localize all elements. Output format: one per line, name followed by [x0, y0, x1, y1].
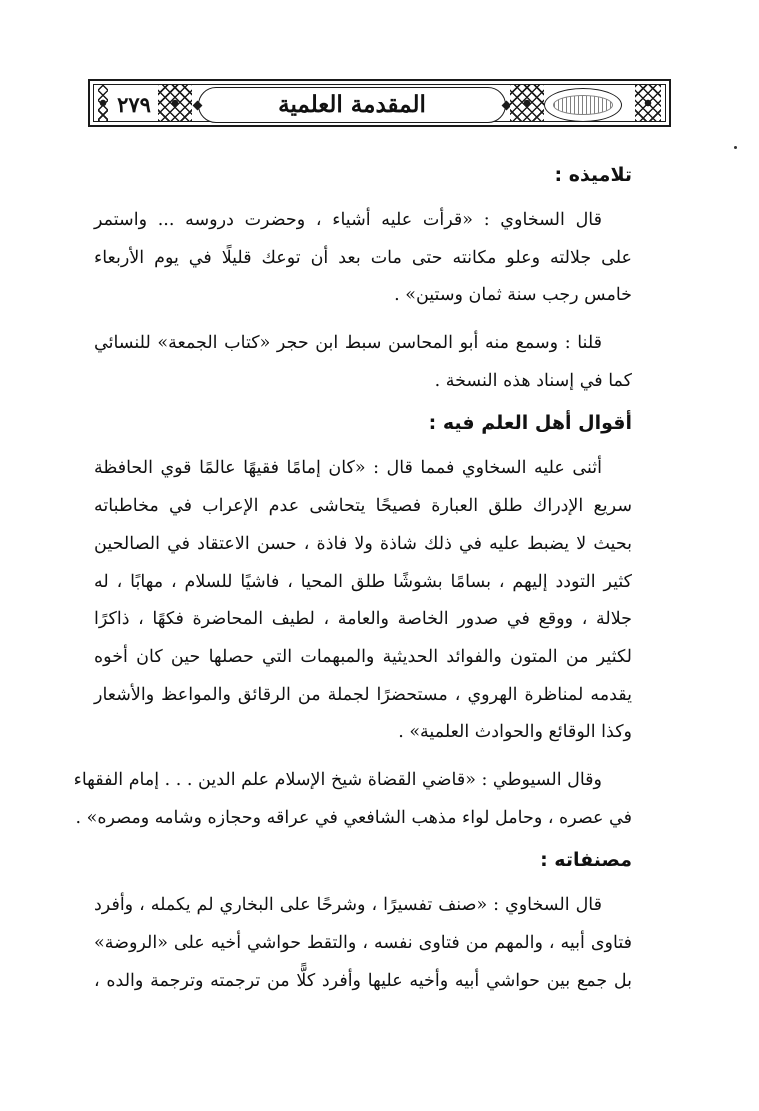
section-heading: أقوال أهل العلم فيه :: [428, 412, 632, 435]
ornament-band: [158, 85, 192, 121]
text-line: لكثير من المتون والفوائد الحديثية والمبهمات التي حصلها حين كان أخوه: [94, 646, 632, 667]
text-line: وقال السيوطي : «قاضي القضاة شيخ الإسلام علم الدين . . . إمام الفقهاء: [73, 769, 602, 790]
running-title: المقدمة العلمية: [198, 87, 506, 123]
text-line: يقدمه لمناظرة الهروي ، مستحضرًا لجملة من الرقائق والمواعظ والأشعار: [94, 684, 632, 705]
text-line: في عصره ، وحامل لواء مذهب الشافعي في عراقه وحجازه وشامه ومصره» .: [75, 807, 632, 828]
ornament-band: [510, 85, 544, 121]
text-line: خامس رجب سنة ثمان وستين» .: [394, 285, 632, 306]
paragraph: [94, 887, 632, 1000]
text-line: قلنا : وسمع منه أبو المحاسن سبط ابن حجر «كتاب الجمعة» للنسائي: [94, 333, 602, 354]
text-line: قال السخاوي : «قرأت عليه أشياء ، وحضرت دروسه ... واستمر: [94, 210, 602, 230]
text-line: وكذا الوقائع والحوادث العلمية» .: [398, 722, 632, 743]
text-line: بل جمع بين حواشي أبيه وأخيه عليها وأفرد كلًّا من ترجمته وترجمة والده ،: [94, 970, 632, 991]
page-number: ٢٧٩: [117, 92, 151, 117]
paragraph: [73, 762, 632, 837]
header-frame: [93, 84, 666, 122]
section-heading: تلاميذه :: [554, 164, 632, 186]
text-line: أثنى عليه السخاوي فمما قال : «كان إمامًا فقيهًا عالمًا قوي الحافظة: [94, 458, 602, 479]
text-line: جلالة ، ووقع في صدور الخاصة والعامة ، لطيف المحاضرة فكهًا ، ذاكرًا: [94, 609, 632, 630]
section-heading: مصنفاته :: [540, 849, 632, 872]
publisher-seal-logo: [544, 88, 622, 122]
text-line: كثير التودد إليهم ، بسامًا بشوشًا طلق المحيا ، فاشيًا للسلام ، مهابًا ، له: [94, 571, 632, 592]
text-line: على جلالته وعلو مكانته حتى مات بعد أن توعك قليلًا في يوم الأربعاء: [94, 247, 632, 268]
text-line: فتاوى أبيه ، والمهم من فتاوى نفسه ، والتقط حواشي أخيه على «الروضة»: [94, 933, 632, 953]
paragraph: [94, 325, 632, 400]
text-line: سريع الإدراك طلق العبارة فصيحًا يتحاشى عدم الإعراب في مخاطباته: [94, 496, 632, 517]
paragraph: [94, 202, 632, 315]
paragraph: [94, 450, 632, 752]
page-header: [88, 79, 671, 127]
ornament-band: [635, 85, 661, 121]
ornament-band: [98, 85, 108, 121]
page-speck: [734, 146, 737, 149]
text-line: بحيث لا يضبط عليه في ذلك شاذة ولا فاذة ، حسن الاعتقاد في الصالحين: [94, 533, 632, 554]
text-line: كما في إسناد هذه النسخة .: [434, 370, 632, 391]
page-body: [73, 162, 632, 1010]
text-line: قال السخاوي : «صنف تفسيرًا ، وشرحًا على البخاري لم يكمله ، وأفرد: [94, 895, 602, 916]
